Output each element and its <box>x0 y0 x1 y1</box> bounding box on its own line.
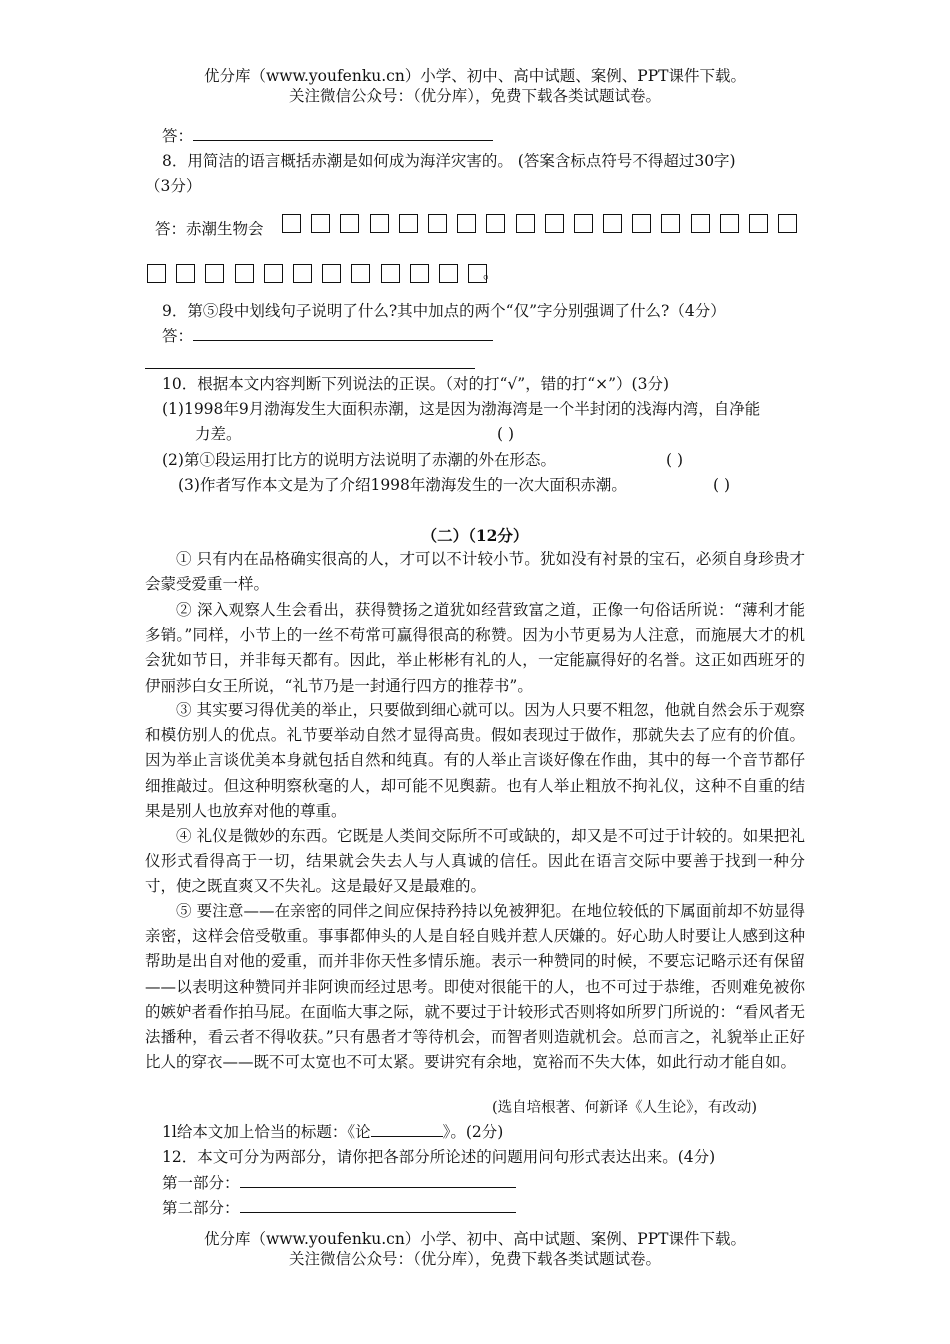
paragraph-3: ③ 其实要习得优美的举止，只要做到细心就可以。因为人只要不粗忽，他就自然会乐于观察和模仿别人的优点。礼节要举动自然才显得高贵。假如表现过于做作，那就失去了应有的价值。因为举止言谈优美本身就包括自然和纯真。有的人举止言谈好像在作曲，其中的每一个音节都仔细推敲过。但这种明察秋毫的人，却可能不见舆薪。也有人举止粗放不拘礼仪，这种不自重的结果是别人也放弃对他的尊重。 <box>145 701 805 820</box>
answer-box[interactable] <box>545 214 564 233</box>
paragraph-5: ⑤ 要注意——在亲密的同伴之间应保持矜持以免被狎犯。在地位较低的下属面前却不妨显得亲密，这样会倍受敬重。事事都伸头的人是自轻自贱并惹人厌嫌的。好心助人时要让人感到这种帮助是出自对他的爱重，而并非你天性多情乐施。表示一种赞同的时候，不要忘记略示还有保留——以表明这种赞同并非阿谀而经过思考。即使对很能干的人，也不可过于恭维，否则难免被你的嫉妒者看作拍马屁。在面临大事之际，就不要过于计较形式否则将如所罗门所说的：“看风者无法播种，看云者不得收获。”只有愚者才等待机会，而智者则造就机会。总而言之，礼貌举止正好比人的穿衣——既不可太宽也不可太紧。要讲究有余地，宽裕而不失大体，如此行动才能自如。 <box>145 902 805 1072</box>
q9-answer-line-2[interactable] <box>145 368 475 369</box>
answer-box[interactable] <box>632 214 651 233</box>
q8-answer-boxes-row1[interactable] <box>282 214 807 233</box>
answer-box[interactable] <box>410 264 429 283</box>
q11-question <box>162 1121 503 1143</box>
q9-answer-label: 答： <box>162 327 194 345</box>
answer-box[interactable] <box>574 214 593 233</box>
answer-box[interactable] <box>282 214 301 233</box>
header-line-2: 关注微信公众号：（优分库），免费下载各类试题试卷。 <box>288 87 661 105</box>
answer-box[interactable] <box>428 214 447 233</box>
answer-box[interactable] <box>778 214 797 233</box>
q10-question: 10．根据本文内容判断下列说法的正误。（对的打“√”，错的打“×”）(3分) <box>162 375 669 393</box>
q8-answer-boxes-row2[interactable] <box>147 264 497 283</box>
q10-item1-paren[interactable]: ( ) <box>497 425 515 443</box>
q11-text-a: 1l给本文加上恰当的标题：《论 <box>162 1123 371 1141</box>
q9-answer-blank[interactable] <box>193 326 493 341</box>
answer-box[interactable] <box>340 214 359 233</box>
answer-box[interactable] <box>351 264 370 283</box>
q11-text-b: 》。(2分) <box>442 1123 504 1141</box>
answer-box[interactable] <box>749 214 768 233</box>
answer-box[interactable] <box>399 214 418 233</box>
answer-box[interactable] <box>486 214 505 233</box>
q9-question: 9．第⑤段中划线句子说明了什么?其中加点的两个“仅”字分别强调了什么?（4分） <box>162 302 726 320</box>
answer-box[interactable] <box>147 264 166 283</box>
q7-answer-blank[interactable] <box>193 126 493 141</box>
q8-end-mark: 。 <box>483 264 499 282</box>
answer-box[interactable] <box>264 264 283 283</box>
q7-answer <box>162 125 493 147</box>
paragraph-1: ① 只有内在品格确实很高的人，才可以不计较小节。犹如没有衬景的宝石，必须自身珍贵才会蒙受爱重一样。 <box>145 550 805 594</box>
answer-box[interactable] <box>457 214 476 233</box>
q12-part2 <box>162 1197 516 1219</box>
footer-line-1: 优分库（www.youfenku.cn）小学、初中、高中试题、案例、PPT课件下载。 <box>203 1230 747 1248</box>
q10-item1-cont: 力差。 <box>195 425 242 443</box>
answer-box[interactable] <box>691 214 710 233</box>
q7-answer-label: 答： <box>162 127 194 145</box>
answer-box[interactable] <box>603 214 622 233</box>
header-line-1: 优分库（www.youfenku.cn）小学、初中、高中试题、案例、PPT课件下载。 <box>203 67 747 85</box>
q9-answer <box>162 325 493 347</box>
q10-item3: (3)作者写作本文是为了介绍1998年渤海发生的一次大面积赤潮。 <box>178 476 627 494</box>
q10-item2: (2)第①段运用打比方的说明方法说明了赤潮的外在形态。 <box>162 451 556 469</box>
answer-box[interactable] <box>322 264 341 283</box>
answer-box[interactable] <box>661 214 680 233</box>
q10-item3-paren[interactable]: ( ) <box>713 476 731 494</box>
answer-box[interactable] <box>439 264 458 283</box>
paragraph-2: ② 深入观察人生会看出，获得赞扬之道犹如经营致富之道，正像一句俗话所说：“薄利才能多销。”同样，小节上的一丝不苟常可赢得很高的称赞。因为小节更易为人注意，而施展大才的机会犹如节日，并非每天都有。因此，举止彬彬有礼的人，一定能赢得好的名誉。这正如西班牙的伊丽莎白女王所说，“礼节乃是一封通行四方的推荐书”。 <box>145 601 805 695</box>
answer-box[interactable] <box>720 214 739 233</box>
answer-box[interactable] <box>293 264 312 283</box>
answer-box[interactable] <box>235 264 254 283</box>
q12-part1 <box>162 1172 516 1194</box>
paragraph-4: ④ 礼仪是微妙的东西。它既是人类间交际所不可或缺的，却又是不可过于计较的。如果把礼仪形式看得高于一切，结果就会失去人与人真诚的信任。因此在语言交际中要善于找到一种分寸，使之既直爽又不失礼。这是最好又是最难的。 <box>145 827 805 896</box>
q8-score: （3分） <box>145 177 202 195</box>
q12-part2-label: 第二部分： <box>162 1199 240 1217</box>
answer-box[interactable] <box>516 214 535 233</box>
answer-box[interactable] <box>311 214 330 233</box>
q10-item1: (1)1998年9月渤海发生大面积赤潮，这是因为渤海湾是一个半封闭的浅海内湾，自净能 <box>162 400 761 418</box>
answer-box[interactable] <box>205 264 224 283</box>
section2-title: （二）（12分） <box>421 526 529 545</box>
answer-box[interactable] <box>381 264 400 283</box>
q10-item2-paren[interactable]: ( ) <box>666 451 684 469</box>
q12-question: 12．本文可分为两部分，请你把各部分所论述的问题用问句形式表达出来。(4分) <box>162 1148 716 1166</box>
q8-question: 8．用简洁的语言概括赤潮是如何成为海洋灾害的。 (答案含标点符号不得超过30字) <box>162 152 736 170</box>
footer-line-2: 关注微信公众号：（优分库），免费下载各类试题试卷。 <box>288 1250 661 1268</box>
q12-part1-label: 第一部分： <box>162 1174 240 1192</box>
answer-box[interactable] <box>370 214 389 233</box>
q8-answer-prefix: 答：赤潮生物会 <box>155 220 264 238</box>
answer-box[interactable] <box>176 264 195 283</box>
q11-title-blank[interactable] <box>371 1122 443 1137</box>
q12-part1-blank[interactable] <box>240 1173 516 1188</box>
q12-part2-blank[interactable] <box>240 1198 516 1213</box>
source-citation: (选自培根著、何新译《人生论》，有改动) <box>492 1100 758 1116</box>
